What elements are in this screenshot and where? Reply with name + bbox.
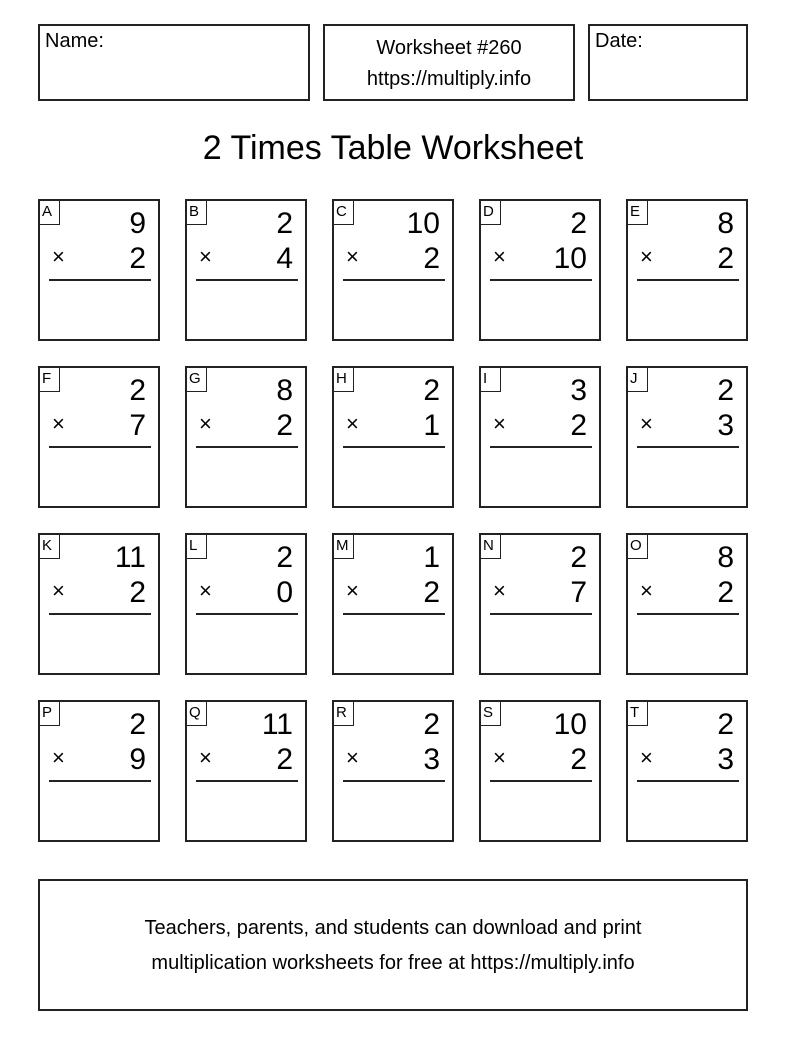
times-sign: × xyxy=(52,578,65,603)
multiplier: 1 xyxy=(423,409,440,442)
worksheet-info-box xyxy=(323,24,575,101)
answer-line xyxy=(196,613,298,615)
times-sign: × xyxy=(199,411,212,436)
answer-line xyxy=(637,279,739,281)
answer-line xyxy=(343,613,445,615)
multiplicand: 2 xyxy=(276,207,293,240)
answer-line xyxy=(49,613,151,615)
times-sign: × xyxy=(493,244,506,269)
multiplicand: 8 xyxy=(276,374,293,407)
multiplier: 2 xyxy=(276,743,293,776)
multiplier: 10 xyxy=(553,242,587,275)
problem-card xyxy=(479,199,601,341)
multiplier: 3 xyxy=(423,743,440,776)
problem-card xyxy=(332,533,454,675)
multiplier: 2 xyxy=(717,576,734,609)
problem-card xyxy=(38,199,160,341)
answer-line xyxy=(490,446,592,448)
problem-card xyxy=(626,700,748,842)
multiplier: 7 xyxy=(129,409,146,442)
times-sign: × xyxy=(199,745,212,770)
problem-letter: F xyxy=(40,368,60,392)
answer-line xyxy=(49,780,151,782)
answer-line xyxy=(49,279,151,281)
problem-letter: B xyxy=(187,201,207,225)
multiplier: 2 xyxy=(570,409,587,442)
multiplier: 2 xyxy=(570,743,587,776)
times-sign: × xyxy=(199,578,212,603)
multiplier: 2 xyxy=(129,576,146,609)
multiplier: 2 xyxy=(276,409,293,442)
problem-card xyxy=(185,700,307,842)
problem-card xyxy=(626,199,748,341)
problem-card xyxy=(38,366,160,508)
problem-card xyxy=(185,199,307,341)
multiplicand: 10 xyxy=(553,708,587,741)
times-sign: × xyxy=(493,578,506,603)
times-sign: × xyxy=(640,411,653,436)
times-sign: × xyxy=(346,244,359,269)
problem-letter: Q xyxy=(187,702,207,726)
multiplier: 4 xyxy=(276,242,293,275)
problem-letter: H xyxy=(334,368,354,392)
multiplier: 2 xyxy=(423,242,440,275)
problem-letter: M xyxy=(334,535,354,559)
multiplicand: 2 xyxy=(570,541,587,574)
problem-letter: D xyxy=(481,201,501,225)
answer-line xyxy=(490,279,592,281)
problem-letter: A xyxy=(40,201,60,225)
times-sign: × xyxy=(52,745,65,770)
problem-letter: S xyxy=(481,702,501,726)
problem-card xyxy=(479,366,601,508)
multiplicand: 1 xyxy=(423,541,440,574)
date-label: Date: xyxy=(595,30,643,52)
multiplicand: 11 xyxy=(261,708,293,741)
problem-letter: J xyxy=(628,368,648,392)
multiplier: 2 xyxy=(423,576,440,609)
times-sign: × xyxy=(52,411,65,436)
problem-card xyxy=(626,366,748,508)
problem-card xyxy=(332,199,454,341)
answer-line xyxy=(637,446,739,448)
answer-line xyxy=(343,446,445,448)
times-sign: × xyxy=(493,745,506,770)
footer-text-line-2: multiplication worksheets for free at https://multiply.info xyxy=(151,952,635,974)
multiplicand: 2 xyxy=(423,708,440,741)
times-sign: × xyxy=(346,745,359,770)
multiplicand: 3 xyxy=(570,374,587,407)
problem-letter: P xyxy=(40,702,60,726)
problem-card xyxy=(332,700,454,842)
times-sign: × xyxy=(640,745,653,770)
problem-letter: R xyxy=(334,702,354,726)
problem-letter: T xyxy=(628,702,648,726)
problem-letter: L xyxy=(187,535,207,559)
multiplier: 3 xyxy=(717,743,734,776)
worksheet-url: https://multiply.info xyxy=(366,68,532,90)
multiplicand: 9 xyxy=(129,207,146,240)
multiplier: 3 xyxy=(717,409,734,442)
times-sign: × xyxy=(640,578,653,603)
answer-line xyxy=(49,446,151,448)
answer-line xyxy=(196,279,298,281)
answer-line xyxy=(343,780,445,782)
footer-text-line-1: Teachers, parents, and students can download and print xyxy=(144,917,642,939)
times-sign: × xyxy=(640,244,653,269)
problem-letter: I xyxy=(481,368,501,392)
problem-letter: K xyxy=(40,535,60,559)
multiplier: 2 xyxy=(717,242,734,275)
problem-card xyxy=(38,533,160,675)
name-field-box xyxy=(38,24,310,101)
problem-letter: O xyxy=(628,535,648,559)
answer-line xyxy=(196,780,298,782)
problem-letter: N xyxy=(481,535,501,559)
multiplicand: 11 xyxy=(114,541,146,574)
answer-line xyxy=(637,780,739,782)
date-field-box xyxy=(588,24,748,101)
times-sign: × xyxy=(493,411,506,436)
multiplier: 9 xyxy=(129,743,146,776)
problem-card xyxy=(38,700,160,842)
problem-letter: E xyxy=(628,201,648,225)
problem-card xyxy=(185,533,307,675)
times-sign: × xyxy=(346,578,359,603)
times-sign: × xyxy=(346,411,359,436)
problem-card xyxy=(185,366,307,508)
multiplicand: 10 xyxy=(406,207,440,240)
multiplier: 7 xyxy=(570,576,587,609)
multiplicand: 2 xyxy=(276,541,293,574)
footer-box xyxy=(38,879,748,1011)
multiplier: 2 xyxy=(129,242,146,275)
problem-card xyxy=(626,533,748,675)
multiplicand: 2 xyxy=(423,374,440,407)
answer-line xyxy=(490,613,592,615)
problem-letter: G xyxy=(187,368,207,392)
answer-line xyxy=(637,613,739,615)
multiplicand: 8 xyxy=(717,207,734,240)
multiplicand: 2 xyxy=(717,374,734,407)
problem-card xyxy=(332,366,454,508)
multiplicand: 8 xyxy=(717,541,734,574)
times-sign: × xyxy=(199,244,212,269)
multiplier: 0 xyxy=(276,576,293,609)
name-label: Name: xyxy=(45,30,104,52)
worksheet-number: Worksheet #260 xyxy=(376,37,522,59)
problem-card xyxy=(479,533,601,675)
problem-letter: C xyxy=(334,201,354,225)
answer-line xyxy=(343,279,445,281)
multiplicand: 2 xyxy=(717,708,734,741)
page-title: 2 Times Table Worksheet xyxy=(202,129,584,167)
multiplicand: 2 xyxy=(129,374,146,407)
problem-card xyxy=(479,700,601,842)
multiplicand: 2 xyxy=(129,708,146,741)
times-sign: × xyxy=(52,244,65,269)
multiplicand: 2 xyxy=(570,207,587,240)
answer-line xyxy=(490,780,592,782)
answer-line xyxy=(196,446,298,448)
